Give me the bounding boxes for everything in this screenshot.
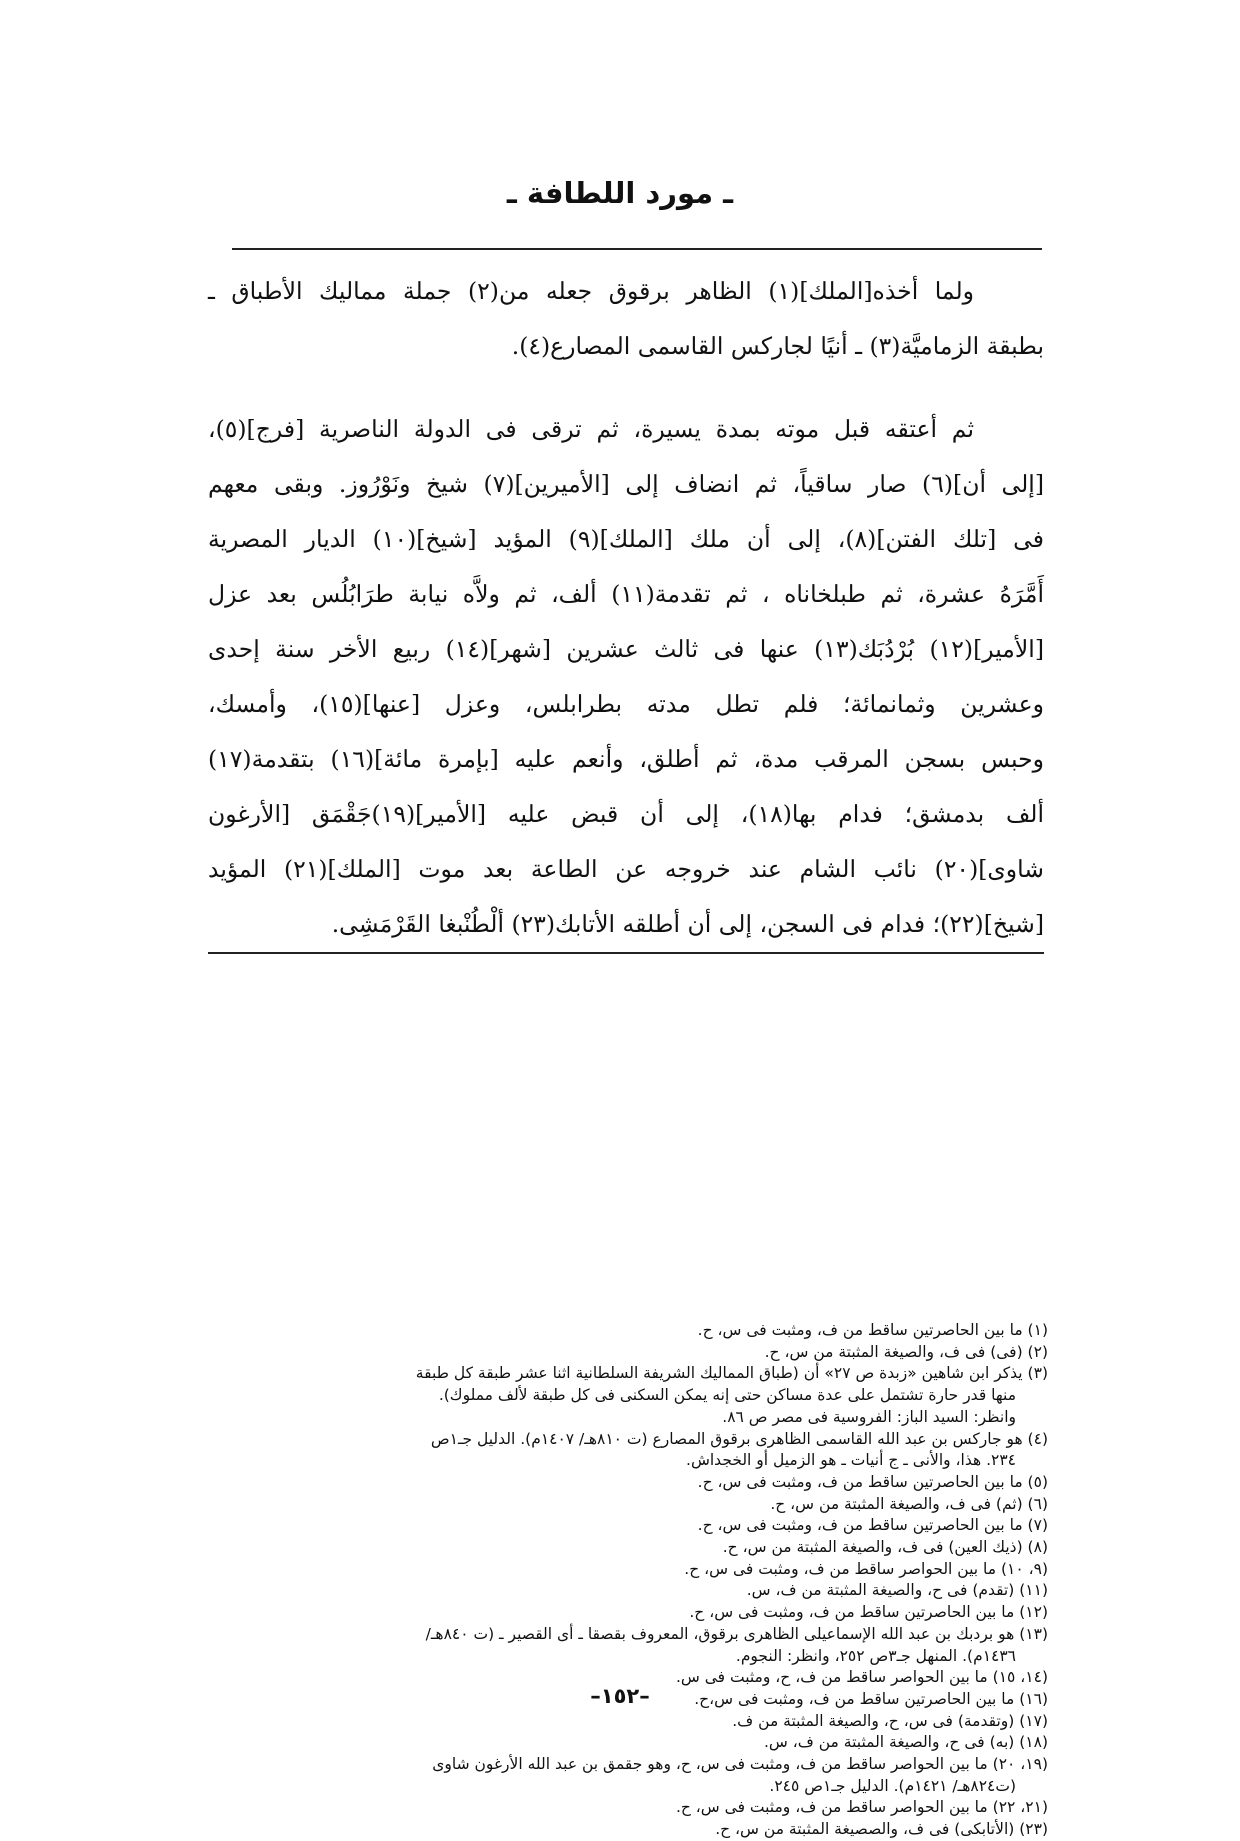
main-text [208, 264, 1044, 954]
paragraph-line: أَمَّرَهُ عشرة، ثم طبلخاناه ، ثم تقدمة(١١) ألف، ثم ولاَّه نيابة طرَابُلُس بعد عزل [208, 580, 1044, 608]
paragraph-line: ثم أعتقه قبل موته بمدة يسيرة، ثم ترقى فى الدولة الناصرية [فرج](٥)، [208, 415, 974, 443]
footnote: (١٨) (به) فى ح، والصيغة المثبتة من ف، س. [763, 1733, 1048, 1752]
paragraph-1 [208, 264, 1044, 374]
paragraph-line: وحبس بسجن المرقب مدة، ثم أطلق، وأنعم عليه [بإمرة مائة](١٦) بتقدمة(١٧) [208, 745, 1044, 773]
footnote: (٥) ما بين الحاصرتين ساقط من ف، ومثبت فى س، ح. [697, 1472, 1048, 1491]
footnote: (٤) هو جاركس بن عبد الله القاسمى الظاهرى برقوق المصارع (ت ٨١٠هـ/ ١٤٠٧م). الدليل جـ١ص ٢٣٤. هذا، والأنى ـ ج أنيات ـ هو الزميل أو الخجداش. [430, 1429, 1048, 1470]
footnote: (٦) (ثم) فى ف، والصيغة المثبتة من س، ح. [770, 1494, 1048, 1513]
page-number: –١٥٢– [590, 1684, 650, 1708]
footnote: (٧) ما بين الحاصرتين ساقط من ف، ومثبت فى س، ح. [697, 1516, 1048, 1535]
paragraph-line: [شيخ](٢٢)؛ فدام فى السجن، إلى أن أطلقه الأتابك(٢٣) ألْطُنْبغا القَرْمَشِى. [208, 897, 1044, 954]
page-header: ـ مورد اللطافة ـ [506, 176, 734, 210]
footnotes [208, 1320, 1048, 1841]
paragraph-line: وعشرين وثمانمائة؛ فلم تطل مدته بطرابلس، وعزل [عنها](١٥)، وأمسك، [208, 690, 1044, 718]
paragraph-line: ألف بدمشق؛ فدام بها(١٨)، إلى أن قبض عليه [الأمير](١٩)جَقْمَق [الأرغون [208, 800, 1044, 828]
footnote: (١٧) (وتقدمة) فى س، ح، والصيغة المثبتة من ف. [732, 1711, 1048, 1730]
paragraph-2 [208, 402, 1044, 954]
footnote: (١٤، ١٥) ما بين الحواصر ساقط من ف، ح، ومثبت فى س. [675, 1668, 1048, 1687]
paragraph-line: ولما أخذه[الملك](١) الظاهر برقوق جعله من(٢) جملة مماليك الأطباق ـ [208, 277, 975, 305]
paragraph-line: بطبقة الزماميَّة(٣) ـ أنيًا لجاركس القاسمى المصارع(٤). [511, 332, 1044, 360]
footnote: (٢) (فى) فى ف، والصيغة المثبتة من س، ح. [764, 1342, 1048, 1361]
footnote: (٩، ١٠) ما بين الحواصر ساقط من ف، ومثبت فى س، ح. [684, 1559, 1048, 1578]
footnote: (٢١، ٢٢) ما بين الحواصر ساقط من ف، ومثبت فى س، ح. [675, 1798, 1048, 1817]
paragraph-line: شاوى](٢٠) نائب الشام عند خروجه عن الطاعة بعد موت [الملك](٢١) المؤيد [208, 855, 1044, 883]
footnote: (٣) يذكر ابن شاهين «زبدة ص ٢٧» أن (طباق المماليك الشريفة السلطانية اثنا عشر طبقة كل طبقة منها قدر حارة تشتمل على عدة مساكن حتى إنه يمكن السكنى فى كل طبقة لألف مملوك). وانظر: السيد الباز: الفروسية فى مصر ص ٨٦. [415, 1364, 1048, 1426]
paragraph-line: فى [تلك الفتن](٨)، إلى أن ملك [الملك](٩) المؤيد [شيخ](١٠) الديار المصرية [208, 525, 1045, 553]
footnote: (١١) (تقدم) فى ح، والصيغة المثبتة من ف، س. [746, 1581, 1048, 1600]
header-rule [232, 248, 1042, 250]
paragraph-line: [الأمير](١٢) بُرْدُبَك(١٣) عنها فى ثالث عشرين [شهر](١٤) ربيع الأخر سنة إحدى [208, 635, 1044, 663]
footnote: (١٢) ما بين الحاصرتين ساقط من ف، ومثبت فى س، ح. [689, 1603, 1048, 1622]
footnote: (٢٣) (الأتابكى) فى ف، والصصيغة المثبتة من س، ح. [715, 1820, 1048, 1839]
footnote: (٨) (ذيك العين) فى ف، والصيغة المثبتة من س، ح. [722, 1538, 1048, 1557]
footnote: (١٦) ما بين الحاصرتين ساقط من ف، ومثبت فى س،ح. [694, 1689, 1048, 1708]
footnote: (١) ما بين الحاصرتين ساقط من ف، ومثبت فى س، ح. [697, 1321, 1048, 1339]
footnote: (١٣) هو بردبك بن عبد الله الإسماعيلى الظاهرى برقوق، المعروف بقصقا ـ أى القصير ـ (ت ٨٤٠هـ/ ١٤٣٦م). المنهل جـ٣ص ٢٥٢، وانظر: النجوم. [425, 1624, 1048, 1665]
paragraph-line: [إلى أن](٦) صار ساقياً، ثم انضاف إلى [الأميرين](٧) شيخ ونَوْرُوز. وبقى معهم [208, 470, 1044, 498]
footnote: (١٩، ٢٠) ما بين الحواصر ساقط من ف، ومثبت فى س، ح، وهو جقمق بن عبد الله الأرغون شاوى (ت٨٢٤هـ/ ١٤٢١م). الدليل جـ١ص ٢٤٥. [432, 1755, 1048, 1795]
